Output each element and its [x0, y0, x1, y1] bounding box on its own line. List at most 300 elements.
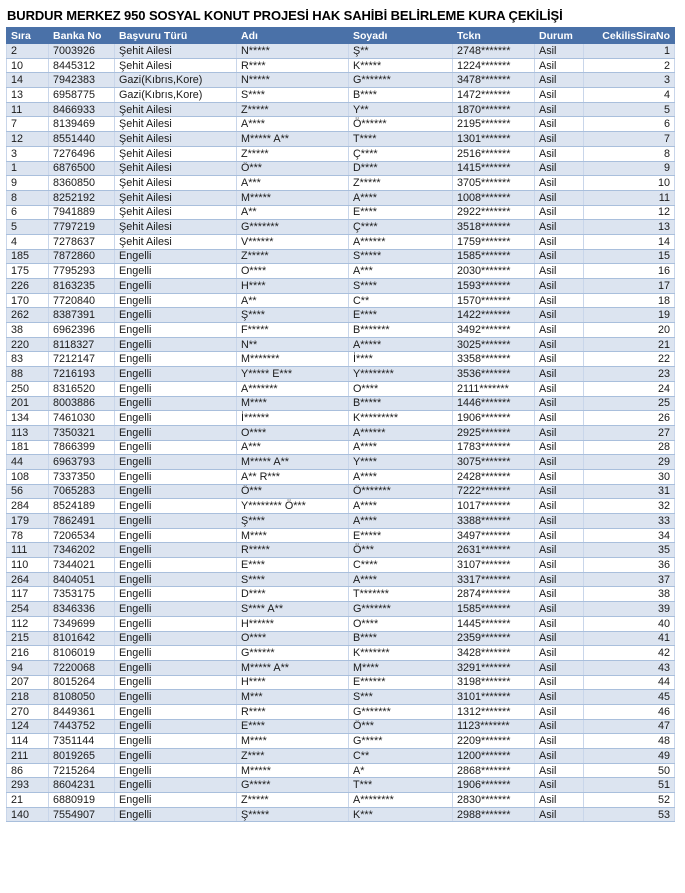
cell-cekilis-sira-no: 19 [584, 308, 675, 323]
cell-banka-no: 7554907 [49, 807, 115, 822]
table-row [7, 763, 675, 778]
cell-soyadi: A****** [349, 425, 453, 440]
cell-adi: R**** [237, 58, 349, 73]
table-row [7, 220, 675, 235]
table-row [7, 572, 675, 587]
cell-durum: Asil [535, 514, 584, 529]
cell-adi: O**** [237, 631, 349, 646]
cell-durum: Asil [535, 102, 584, 117]
cell-adi: Ş**** [237, 308, 349, 323]
cell-durum: Asil [535, 220, 584, 235]
cell-durum: Asil [535, 367, 584, 382]
cell-tckn: 1415******* [453, 161, 535, 176]
cell-adi: M***** [237, 763, 349, 778]
page-title: BURDUR MERKEZ 950 SOSYAL KONUT PROJESİ HAK SAHİBİ BELİRLEME KURA ÇEKİLİŞİ [7, 8, 563, 23]
cell-cekilis-sira-no: 25 [584, 396, 675, 411]
table-row [7, 411, 675, 426]
cell-tckn: 1585******* [453, 249, 535, 264]
cell-tckn: 1017******* [453, 499, 535, 514]
cell-durum: Asil [535, 543, 584, 558]
table-row [7, 440, 675, 455]
cell-banka-no: 7720840 [49, 293, 115, 308]
cell-adi: E**** [237, 558, 349, 573]
cell-soyadi: B***** [349, 396, 453, 411]
cell-banka-no: 7346202 [49, 543, 115, 558]
cell-soyadi: T**** [349, 132, 453, 147]
cell-sira: 226 [7, 279, 49, 294]
cell-basvuru-turu: Şehit Ailesi [115, 58, 237, 73]
cell-adi: N** [237, 337, 349, 352]
table-row [7, 631, 675, 646]
cell-durum: Asil [535, 616, 584, 631]
table-row [7, 44, 675, 59]
cell-basvuru-turu: Gazi(Kıbrıs,Kore) [115, 88, 237, 103]
table-row [7, 719, 675, 734]
cell-soyadi: A***** [349, 337, 453, 352]
cell-durum: Asil [535, 146, 584, 161]
cell-durum: Asil [535, 455, 584, 470]
table-row [7, 690, 675, 705]
cell-sira: 207 [7, 675, 49, 690]
cell-sira: 181 [7, 440, 49, 455]
cell-sira: 21 [7, 793, 49, 808]
cell-tckn: 1422******* [453, 308, 535, 323]
cell-sira: 201 [7, 396, 49, 411]
table-row [7, 425, 675, 440]
table-row [7, 484, 675, 499]
cell-adi: M**** [237, 396, 349, 411]
cell-sira: 218 [7, 690, 49, 705]
table-row [7, 660, 675, 675]
column-header-banka-no: Banka No [49, 28, 115, 44]
cell-cekilis-sira-no: 50 [584, 763, 675, 778]
cell-durum: Asil [535, 807, 584, 822]
cell-adi: Z***** [237, 146, 349, 161]
cell-sira: 254 [7, 602, 49, 617]
cell-cekilis-sira-no: 47 [584, 719, 675, 734]
table-row [7, 352, 675, 367]
cell-basvuru-turu: Şehit Ailesi [115, 176, 237, 191]
cell-durum: Asil [535, 88, 584, 103]
cell-basvuru-turu: Şehit Ailesi [115, 117, 237, 132]
lottery-results-table [6, 27, 675, 822]
cell-sira: 270 [7, 704, 49, 719]
cell-durum: Asil [535, 602, 584, 617]
cell-tckn: 1301******* [453, 132, 535, 147]
cell-sira: 14 [7, 73, 49, 88]
cell-adi: M***** A** [237, 455, 349, 470]
cell-durum: Asil [535, 234, 584, 249]
cell-banka-no: 7353175 [49, 587, 115, 602]
cell-tckn: 2874******* [453, 587, 535, 602]
table-row [7, 543, 675, 558]
cell-basvuru-turu: Engelli [115, 558, 237, 573]
table-row [7, 367, 675, 382]
cell-basvuru-turu: Engelli [115, 308, 237, 323]
cell-soyadi: G******* [349, 704, 453, 719]
cell-tckn: 3075******* [453, 455, 535, 470]
table-row [7, 587, 675, 602]
cell-soyadi: Ş** [349, 44, 453, 59]
cell-tckn: 1906******* [453, 411, 535, 426]
cell-sira: 38 [7, 323, 49, 338]
cell-cekilis-sira-no: 26 [584, 411, 675, 426]
cell-durum: Asil [535, 352, 584, 367]
cell-soyadi: S*** [349, 690, 453, 705]
table-row [7, 558, 675, 573]
cell-sira: 12 [7, 132, 49, 147]
cell-sira: 13 [7, 88, 49, 103]
cell-soyadi: O**** [349, 381, 453, 396]
table-row [7, 176, 675, 191]
cell-sira: 11 [7, 102, 49, 117]
cell-durum: Asil [535, 323, 584, 338]
cell-cekilis-sira-no: 12 [584, 205, 675, 220]
cell-soyadi: T*** [349, 778, 453, 793]
cell-tckn: 3492******* [453, 323, 535, 338]
cell-soyadi: K***** [349, 58, 453, 73]
cell-durum: Asil [535, 587, 584, 602]
cell-soyadi: E**** [349, 308, 453, 323]
cell-banka-no: 7350321 [49, 425, 115, 440]
cell-sira: 86 [7, 763, 49, 778]
cell-cekilis-sira-no: 20 [584, 323, 675, 338]
cell-banka-no: 6880919 [49, 793, 115, 808]
table-row [7, 616, 675, 631]
cell-tckn: 3198******* [453, 675, 535, 690]
cell-adi: M******* [237, 352, 349, 367]
cell-cekilis-sira-no: 34 [584, 528, 675, 543]
cell-cekilis-sira-no: 9 [584, 161, 675, 176]
table-row [7, 58, 675, 73]
table-row [7, 234, 675, 249]
cell-soyadi: A**** [349, 514, 453, 529]
cell-tckn: 3101******* [453, 690, 535, 705]
cell-basvuru-turu: Engelli [115, 646, 237, 661]
cell-tckn: 2209******* [453, 734, 535, 749]
cell-adi: S**** [237, 88, 349, 103]
cell-tckn: 2195******* [453, 117, 535, 132]
cell-durum: Asil [535, 631, 584, 646]
cell-sira: 114 [7, 734, 49, 749]
cell-durum: Asil [535, 249, 584, 264]
cell-tckn: 3428******* [453, 646, 535, 661]
cell-cekilis-sira-no: 35 [584, 543, 675, 558]
cell-banka-no: 8524189 [49, 499, 115, 514]
cell-tckn: 1472******* [453, 88, 535, 103]
cell-soyadi: Ö******* [349, 484, 453, 499]
cell-sira: 170 [7, 293, 49, 308]
cell-tckn: 2748******* [453, 44, 535, 59]
cell-tckn: 1445******* [453, 616, 535, 631]
cell-tckn: 2631******* [453, 543, 535, 558]
cell-banka-no: 7795293 [49, 264, 115, 279]
cell-cekilis-sira-no: 46 [584, 704, 675, 719]
cell-banka-no: 8404051 [49, 572, 115, 587]
table-row [7, 117, 675, 132]
column-header-tckn: Tckn [453, 28, 535, 44]
cell-soyadi: G***** [349, 734, 453, 749]
table-row [7, 675, 675, 690]
cell-adi: Y***** E*** [237, 367, 349, 382]
cell-soyadi: Ç**** [349, 220, 453, 235]
cell-banka-no: 7351144 [49, 734, 115, 749]
cell-durum: Asil [535, 675, 584, 690]
cell-basvuru-turu: Engelli [115, 514, 237, 529]
cell-cekilis-sira-no: 33 [584, 514, 675, 529]
cell-sira: 215 [7, 631, 49, 646]
table-row [7, 381, 675, 396]
cell-tckn: 2030******* [453, 264, 535, 279]
cell-sira: 8 [7, 190, 49, 205]
cell-soyadi: A* [349, 763, 453, 778]
cell-tckn: 3358******* [453, 352, 535, 367]
table-row [7, 469, 675, 484]
cell-soyadi: K*** [349, 807, 453, 822]
cell-adi: Ş***** [237, 807, 349, 822]
cell-soyadi: A**** [349, 469, 453, 484]
cell-sira: 56 [7, 484, 49, 499]
cell-adi: V****** [237, 234, 349, 249]
cell-sira: 1 [7, 161, 49, 176]
cell-adi: G***** [237, 778, 349, 793]
cell-tckn: 2868******* [453, 763, 535, 778]
cell-banka-no: 6958775 [49, 88, 115, 103]
cell-basvuru-turu: Engelli [115, 807, 237, 822]
cell-basvuru-turu: Şehit Ailesi [115, 132, 237, 147]
cell-soyadi: Y** [349, 102, 453, 117]
cell-durum: Asil [535, 734, 584, 749]
cell-basvuru-turu: Engelli [115, 469, 237, 484]
cell-durum: Asil [535, 308, 584, 323]
cell-soyadi: D**** [349, 161, 453, 176]
cell-cekilis-sira-no: 1 [584, 44, 675, 59]
cell-adi: G****** [237, 646, 349, 661]
cell-cekilis-sira-no: 36 [584, 558, 675, 573]
cell-cekilis-sira-no: 23 [584, 367, 675, 382]
table-row [7, 749, 675, 764]
cell-tckn: 7222******* [453, 484, 535, 499]
cell-banka-no: 8163235 [49, 279, 115, 294]
cell-cekilis-sira-no: 6 [584, 117, 675, 132]
cell-banka-no: 7344021 [49, 558, 115, 573]
cell-durum: Asil [535, 778, 584, 793]
cell-cekilis-sira-no: 18 [584, 293, 675, 308]
cell-adi: M*** [237, 690, 349, 705]
cell-basvuru-turu: Engelli [115, 690, 237, 705]
cell-sira: 94 [7, 660, 49, 675]
cell-durum: Asil [535, 396, 584, 411]
cell-basvuru-turu: Engelli [115, 778, 237, 793]
cell-durum: Asil [535, 749, 584, 764]
cell-adi: A*** [237, 440, 349, 455]
cell-durum: Asil [535, 176, 584, 191]
cell-soyadi: C**** [349, 558, 453, 573]
cell-banka-no: 7220068 [49, 660, 115, 675]
cell-banka-no: 8449361 [49, 704, 115, 719]
cell-cekilis-sira-no: 51 [584, 778, 675, 793]
cell-soyadi: C** [349, 749, 453, 764]
cell-basvuru-turu: Şehit Ailesi [115, 146, 237, 161]
cell-sira: 175 [7, 264, 49, 279]
cell-banka-no: 8551440 [49, 132, 115, 147]
cell-soyadi: A******** [349, 793, 453, 808]
cell-basvuru-turu: Engelli [115, 763, 237, 778]
cell-soyadi: G******* [349, 73, 453, 88]
cell-durum: Asil [535, 73, 584, 88]
cell-banka-no: 8106019 [49, 646, 115, 661]
cell-cekilis-sira-no: 2 [584, 58, 675, 73]
cell-soyadi: Y******** [349, 367, 453, 382]
cell-cekilis-sira-no: 3 [584, 73, 675, 88]
cell-soyadi: B******* [349, 323, 453, 338]
cell-adi: M**** [237, 734, 349, 749]
cell-soyadi: C** [349, 293, 453, 308]
cell-cekilis-sira-no: 28 [584, 440, 675, 455]
cell-sira: 110 [7, 558, 49, 573]
cell-durum: Asil [535, 264, 584, 279]
cell-cekilis-sira-no: 5 [584, 102, 675, 117]
cell-banka-no: 7443752 [49, 719, 115, 734]
table-row [7, 396, 675, 411]
cell-tckn: 1446******* [453, 396, 535, 411]
cell-banka-no: 8387391 [49, 308, 115, 323]
cell-banka-no: 7212147 [49, 352, 115, 367]
cell-adi: R**** [237, 704, 349, 719]
cell-soyadi: M**** [349, 660, 453, 675]
cell-tckn: 1570******* [453, 293, 535, 308]
cell-adi: Ö*** [237, 161, 349, 176]
cell-banka-no: 8252192 [49, 190, 115, 205]
cell-cekilis-sira-no: 7 [584, 132, 675, 147]
cell-cekilis-sira-no: 52 [584, 793, 675, 808]
cell-adi: M***** A** [237, 660, 349, 675]
cell-adi: A** [237, 205, 349, 220]
table-row [7, 249, 675, 264]
cell-adi: Z***** [237, 793, 349, 808]
cell-adi: İ****** [237, 411, 349, 426]
cell-durum: Asil [535, 44, 584, 59]
cell-adi: M***** [237, 190, 349, 205]
cell-banka-no: 8108050 [49, 690, 115, 705]
cell-cekilis-sira-no: 14 [584, 234, 675, 249]
cell-durum: Asil [535, 469, 584, 484]
cell-basvuru-turu: Engelli [115, 660, 237, 675]
column-header-sira: Sıra [7, 28, 49, 44]
cell-durum: Asil [535, 690, 584, 705]
cell-sira: 3 [7, 146, 49, 161]
cell-adi: O**** [237, 425, 349, 440]
cell-cekilis-sira-no: 32 [584, 499, 675, 514]
cell-durum: Asil [535, 499, 584, 514]
cell-tckn: 1759******* [453, 234, 535, 249]
cell-durum: Asil [535, 190, 584, 205]
cell-adi: Z**** [237, 749, 349, 764]
cell-adi: A**** [237, 117, 349, 132]
cell-tckn: 3291******* [453, 660, 535, 675]
cell-cekilis-sira-no: 40 [584, 616, 675, 631]
cell-durum: Asil [535, 704, 584, 719]
cell-soyadi: T******* [349, 587, 453, 602]
cell-adi: D**** [237, 587, 349, 602]
cell-tckn: 2428******* [453, 469, 535, 484]
cell-basvuru-turu: Engelli [115, 499, 237, 514]
cell-cekilis-sira-no: 17 [584, 279, 675, 294]
cell-basvuru-turu: Şehit Ailesi [115, 44, 237, 59]
cell-soyadi: Y**** [349, 455, 453, 470]
cell-banka-no: 7872860 [49, 249, 115, 264]
cell-durum: Asil [535, 337, 584, 352]
cell-tckn: 3107******* [453, 558, 535, 573]
cell-banka-no: 8604231 [49, 778, 115, 793]
cell-adi: A** R*** [237, 469, 349, 484]
table-row [7, 279, 675, 294]
cell-tckn: 3705******* [453, 176, 535, 191]
cell-soyadi: A**** [349, 499, 453, 514]
cell-sira: 44 [7, 455, 49, 470]
cell-banka-no: 8118327 [49, 337, 115, 352]
cell-banka-no: 8015264 [49, 675, 115, 690]
cell-banka-no: 7278637 [49, 234, 115, 249]
cell-basvuru-turu: Engelli [115, 455, 237, 470]
cell-cekilis-sira-no: 4 [584, 88, 675, 103]
cell-sira: 117 [7, 587, 49, 602]
cell-adi: H**** [237, 279, 349, 294]
cell-cekilis-sira-no: 43 [584, 660, 675, 675]
cell-adi: H****** [237, 616, 349, 631]
cell-soyadi: A**** [349, 572, 453, 587]
cell-banka-no: 7942383 [49, 73, 115, 88]
table-row [7, 102, 675, 117]
table-header [7, 28, 675, 44]
cell-tckn: 1008******* [453, 190, 535, 205]
table-row [7, 514, 675, 529]
cell-durum: Asil [535, 293, 584, 308]
column-header-durum: Durum [535, 28, 584, 44]
table-row [7, 455, 675, 470]
cell-basvuru-turu: Engelli [115, 704, 237, 719]
cell-sira: 284 [7, 499, 49, 514]
cell-durum: Asil [535, 279, 584, 294]
cell-sira: 140 [7, 807, 49, 822]
table-row [7, 704, 675, 719]
cell-basvuru-turu: Engelli [115, 425, 237, 440]
cell-sira: 293 [7, 778, 49, 793]
cell-cekilis-sira-no: 45 [584, 690, 675, 705]
cell-banka-no: 6962396 [49, 323, 115, 338]
cell-cekilis-sira-no: 16 [584, 264, 675, 279]
cell-adi: A******* [237, 381, 349, 396]
cell-durum: Asil [535, 117, 584, 132]
cell-banka-no: 7216193 [49, 367, 115, 382]
cell-banka-no: 7349699 [49, 616, 115, 631]
cell-sira: 264 [7, 572, 49, 587]
cell-basvuru-turu: Engelli [115, 411, 237, 426]
cell-adi: N***** [237, 73, 349, 88]
cell-basvuru-turu: Şehit Ailesi [115, 161, 237, 176]
cell-cekilis-sira-no: 44 [584, 675, 675, 690]
cell-banka-no: 7797219 [49, 220, 115, 235]
cell-cekilis-sira-no: 39 [584, 602, 675, 617]
cell-sira: 113 [7, 425, 49, 440]
cell-tckn: 3536******* [453, 367, 535, 382]
cell-tckn: 3497******* [453, 528, 535, 543]
cell-cekilis-sira-no: 15 [584, 249, 675, 264]
cell-banka-no: 7215264 [49, 763, 115, 778]
cell-basvuru-turu: Engelli [115, 440, 237, 455]
cell-adi: M**** [237, 528, 349, 543]
cell-sira: 78 [7, 528, 49, 543]
